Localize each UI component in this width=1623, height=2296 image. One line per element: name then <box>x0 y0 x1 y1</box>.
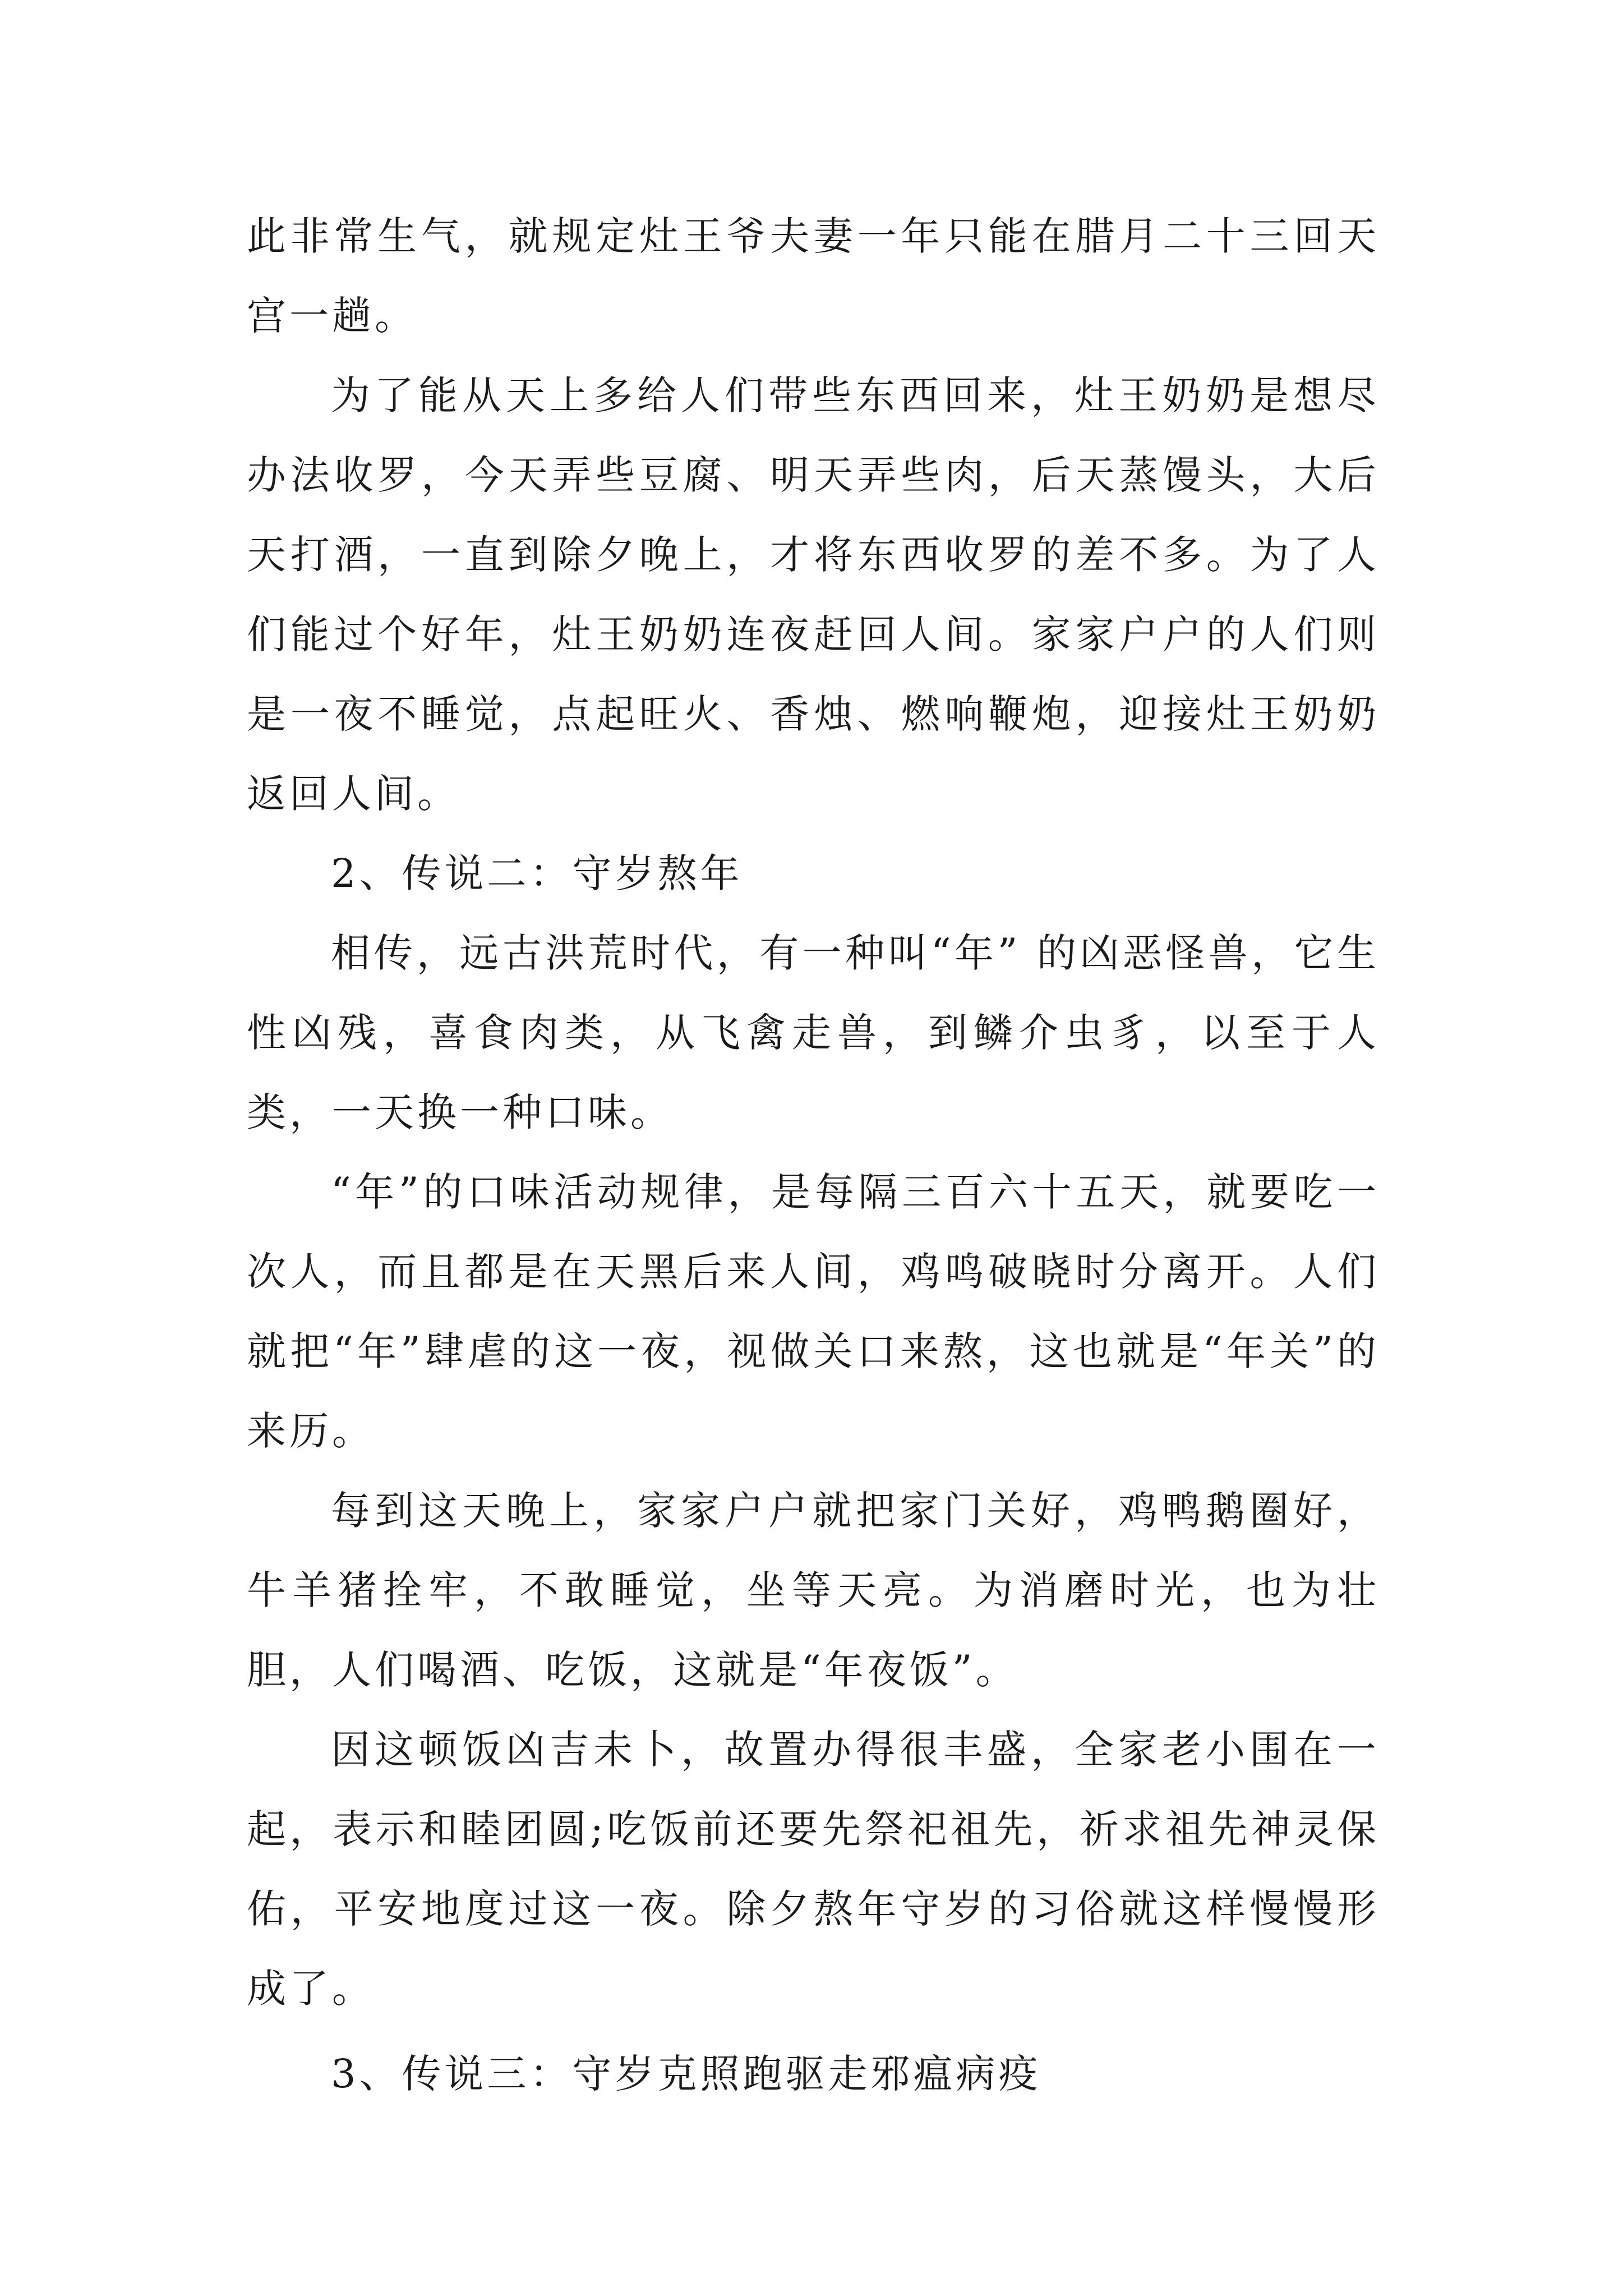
paragraph-continued: 此非常生气，就规定灶王爷夫妻一年只能在腊月二十三回天宫一趟。 <box>247 213 1380 339</box>
paragraph-new-year-eve-dinner: 每到这天晚上，家家户户就把家门关好，鸡鸭鹅圈好，牛羊猪拴牢，不敢睡觉，坐等天亮。为消磨时光，也为壮胆，人们喝酒、吃饭，这就是“年夜饭”。 <box>247 1488 1380 1693</box>
document-body <box>247 196 1380 2114</box>
paragraph-nian-beast: 相传，远古洪荒时代，有一种叫“年” 的凶恶怪兽，它生性凶残，喜食肉类，从飞禽走兽，到鳞介虫豸，以至于人类，一天换一种口味。 <box>247 930 1380 1135</box>
paragraph-reunion-custom: 因这顿饭凶吉未卜，故置办得很丰盛，全家老小围在一起，表示和睦团圆;吃饭前还要先祭祀祖先，祈求祖先神灵保佑，平安地度过这一夜。除夕熬年守岁的习俗就这样慢慢形成了。 <box>247 1727 1380 2012</box>
section-heading-legend-3: 3、传说三：守岁克照跑驱走邪瘟病疫 <box>331 2051 1041 2097</box>
paragraph-kitchen-god-wife: 为了能从天上多给人们带些东西回来，灶王奶奶是想尽办法收罗，今天弄些豆腐、明天弄些肉，后天蒸馒头，大后天打酒，一直到除夕晚上，才将东西收罗的差不多。为了人们能过个好年，灶王奶奶连夜赶回人间。家家户户的人们则是一夜不睡觉，点起旺火、香烛、燃响鞭炮，迎接灶王奶奶返回人间。 <box>247 372 1380 817</box>
paragraph-nian-habits: “年”的口味活动规律，是每隔三百六十五天，就要吃一次人，而且都是在天黑后来人间，鸡鸣破晓时分离开。人们就把“年”肆虐的这一夜，视做关口来熬，这也就是“年关”的来历。 <box>247 1169 1380 1454</box>
section-heading-legend-2: 2、传说二：守岁熬年 <box>331 850 743 896</box>
